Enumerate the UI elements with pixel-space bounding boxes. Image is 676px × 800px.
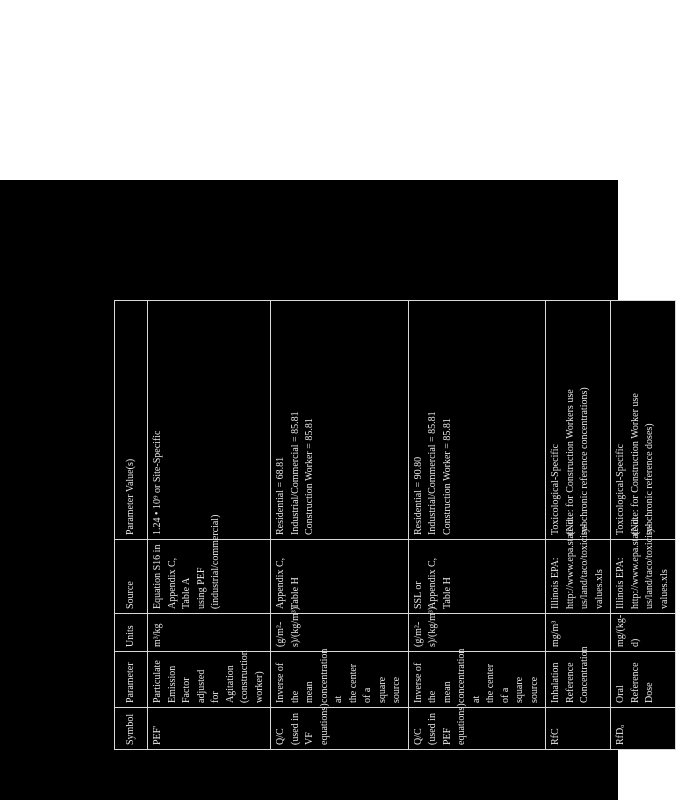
text-line: (used in <box>427 713 438 745</box>
text-line: concentration at <box>456 648 482 703</box>
cell-symbol <box>271 703 409 750</box>
table-row <box>546 301 611 750</box>
table-row <box>611 301 676 750</box>
cell-source <box>546 516 611 614</box>
cell-symbol: RfC <box>546 708 611 750</box>
text-line: Industrial/Commercial = 85.81 <box>289 411 301 535</box>
text-line: (Note: for Construction Worker use <box>629 393 641 535</box>
text-line: (used in VF <box>289 713 315 745</box>
text-line: Particulate <box>152 660 163 703</box>
header-parameter-values: Parameter Value(s) <box>115 301 148 540</box>
table-row <box>271 301 409 750</box>
text-line: Table H <box>441 577 453 609</box>
text-line: Toxicological-Specific <box>615 444 626 535</box>
text-line: square source <box>514 676 540 703</box>
text-line: the center of a <box>485 663 511 703</box>
text-line: Factor adjusted <box>181 669 207 703</box>
text-line: Inhalation <box>550 662 561 703</box>
text-line: Industrial/Commercial = 85.81 <box>427 411 438 535</box>
cell-units: m³/kg <box>148 614 271 652</box>
cell-value <box>271 301 409 540</box>
cell-symbol: PEF' <box>148 708 271 750</box>
text-line: (industrial/commercial) <box>210 514 221 609</box>
text-line: Illinois EPA: <box>615 557 626 609</box>
header-units: Units <box>115 614 148 652</box>
text-line: http://www.epa.state.il. <box>564 516 576 609</box>
text-line: Appendix C, Table A <box>166 557 192 609</box>
text-line: 1.24 • 10⁹ or Site-Specific <box>152 430 163 535</box>
text-line: Construction Worker = 85.81 <box>304 418 315 535</box>
text-line: (Note: for Construction Workers use <box>564 389 576 535</box>
cell-units: mg/(kg-d) <box>611 614 676 652</box>
cell-units: mg/m³ <box>546 614 611 652</box>
text-line: Equation S16 in <box>152 544 163 609</box>
text-line: http://www.epa.state.il. <box>629 516 641 609</box>
text-line: subchronic reference doses) <box>644 423 655 535</box>
cell-symbol: RfDₒ <box>611 708 676 750</box>
text-line: SSL or Appendix C, <box>412 557 438 609</box>
header-parameter: Parameter <box>115 652 148 708</box>
header-symbol: Symbol <box>115 708 148 750</box>
text-line: using PEF <box>195 567 207 609</box>
text-line: Q/C <box>412 728 424 745</box>
text-line: values.xls <box>593 569 605 609</box>
cell-units: (g/m²-s)/(kg/m³) <box>408 614 546 652</box>
text-line: values.xls <box>658 569 670 609</box>
cell-parameter <box>546 646 611 708</box>
text-line: Q/C <box>275 728 286 745</box>
text-line: Residential = 90.80 <box>412 456 424 535</box>
header-source: Source <box>115 540 148 614</box>
text-line: square source <box>376 676 402 703</box>
text-line: Emission <box>166 665 178 703</box>
text-line: equations) <box>318 703 330 745</box>
cell-source <box>611 516 676 614</box>
cell-source <box>408 540 546 614</box>
text-line: Illinois EPA: <box>550 557 561 609</box>
cell-symbol <box>408 703 546 750</box>
text-line: Construction Worker = 85.81 <box>441 418 453 535</box>
cell-units: (g/m²-s)/(kg/m³) <box>271 614 409 652</box>
text-line: Reference <box>564 662 576 703</box>
text-line: subchronic reference concentrations) <box>579 387 590 535</box>
rotated-table-wrapper <box>114 300 670 750</box>
text-line: Inverse of the <box>412 662 438 703</box>
cell-source <box>271 540 409 614</box>
text-line: Dose <box>644 682 655 703</box>
text-line: Residential = 68.81 <box>275 456 286 535</box>
cell-source <box>148 514 271 614</box>
cell-parameter <box>408 648 546 708</box>
text-line: Inverse of the <box>275 662 301 703</box>
parameter-table <box>114 300 676 750</box>
text-line: Oral Reference <box>615 662 641 703</box>
cell-value <box>611 301 676 540</box>
text-line: Toxicological-Specific <box>550 444 561 535</box>
text-line: mean <box>441 681 453 703</box>
text-line: worker) <box>253 671 265 703</box>
cell-parameter <box>611 652 676 708</box>
table-header-row <box>115 301 148 750</box>
text-line: Concentration <box>579 646 590 703</box>
table-row <box>148 301 271 750</box>
cell-value <box>546 301 611 540</box>
text-line: us/land/taco/toxicity- <box>644 524 655 609</box>
text-line: for Agitation <box>210 665 236 703</box>
text-line: PEF <box>441 727 453 745</box>
text-line: the center of a <box>347 663 373 703</box>
cell-value <box>148 301 271 540</box>
cell-value <box>408 301 546 540</box>
text-line: mean <box>304 681 315 703</box>
cell-parameter <box>271 648 409 708</box>
text-line: (construction <box>239 650 250 703</box>
text-line: us/land/taco/toxicity- <box>579 524 590 609</box>
text-line: concentration at <box>318 648 344 703</box>
text-line: equations) <box>456 703 467 745</box>
cell-parameter <box>148 652 271 708</box>
text-line: Appendix C, Table H <box>275 557 301 609</box>
table-row <box>408 301 546 750</box>
